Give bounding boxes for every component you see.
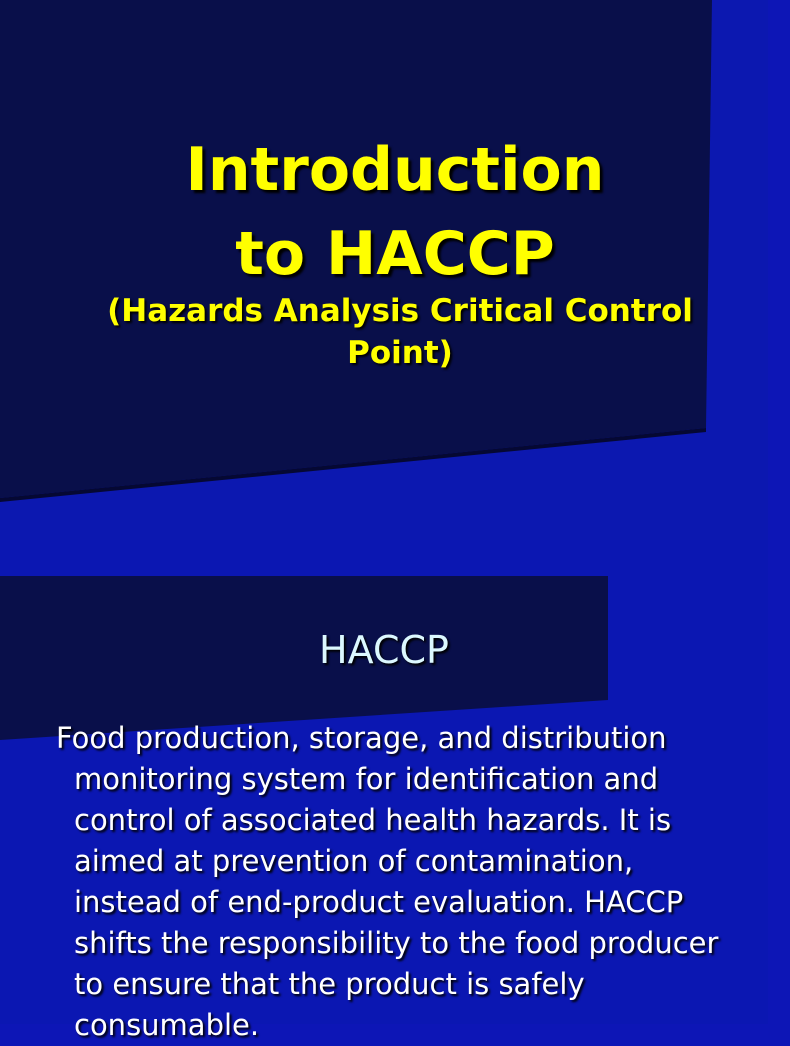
slide-title-heading	[0, 128, 790, 296]
title-line-1: Introduction	[185, 135, 605, 205]
slide-haccp-definition	[0, 540, 768, 1042]
title-line-2: to HACCP	[235, 219, 555, 289]
slide-heading: HACCP	[319, 628, 449, 672]
definition-paragraph: Food production, storage, and distribution monitoring system for identification and control of associated health hazards. It is aimed at prevention of contamination, instead of end-product evaluation. HACCP shifts the responsibility to the food producer to ensure that the product is safely consumable.	[56, 721, 719, 1042]
slide-subtitle: (Hazards Analysis Critical Control Point)	[107, 293, 693, 371]
